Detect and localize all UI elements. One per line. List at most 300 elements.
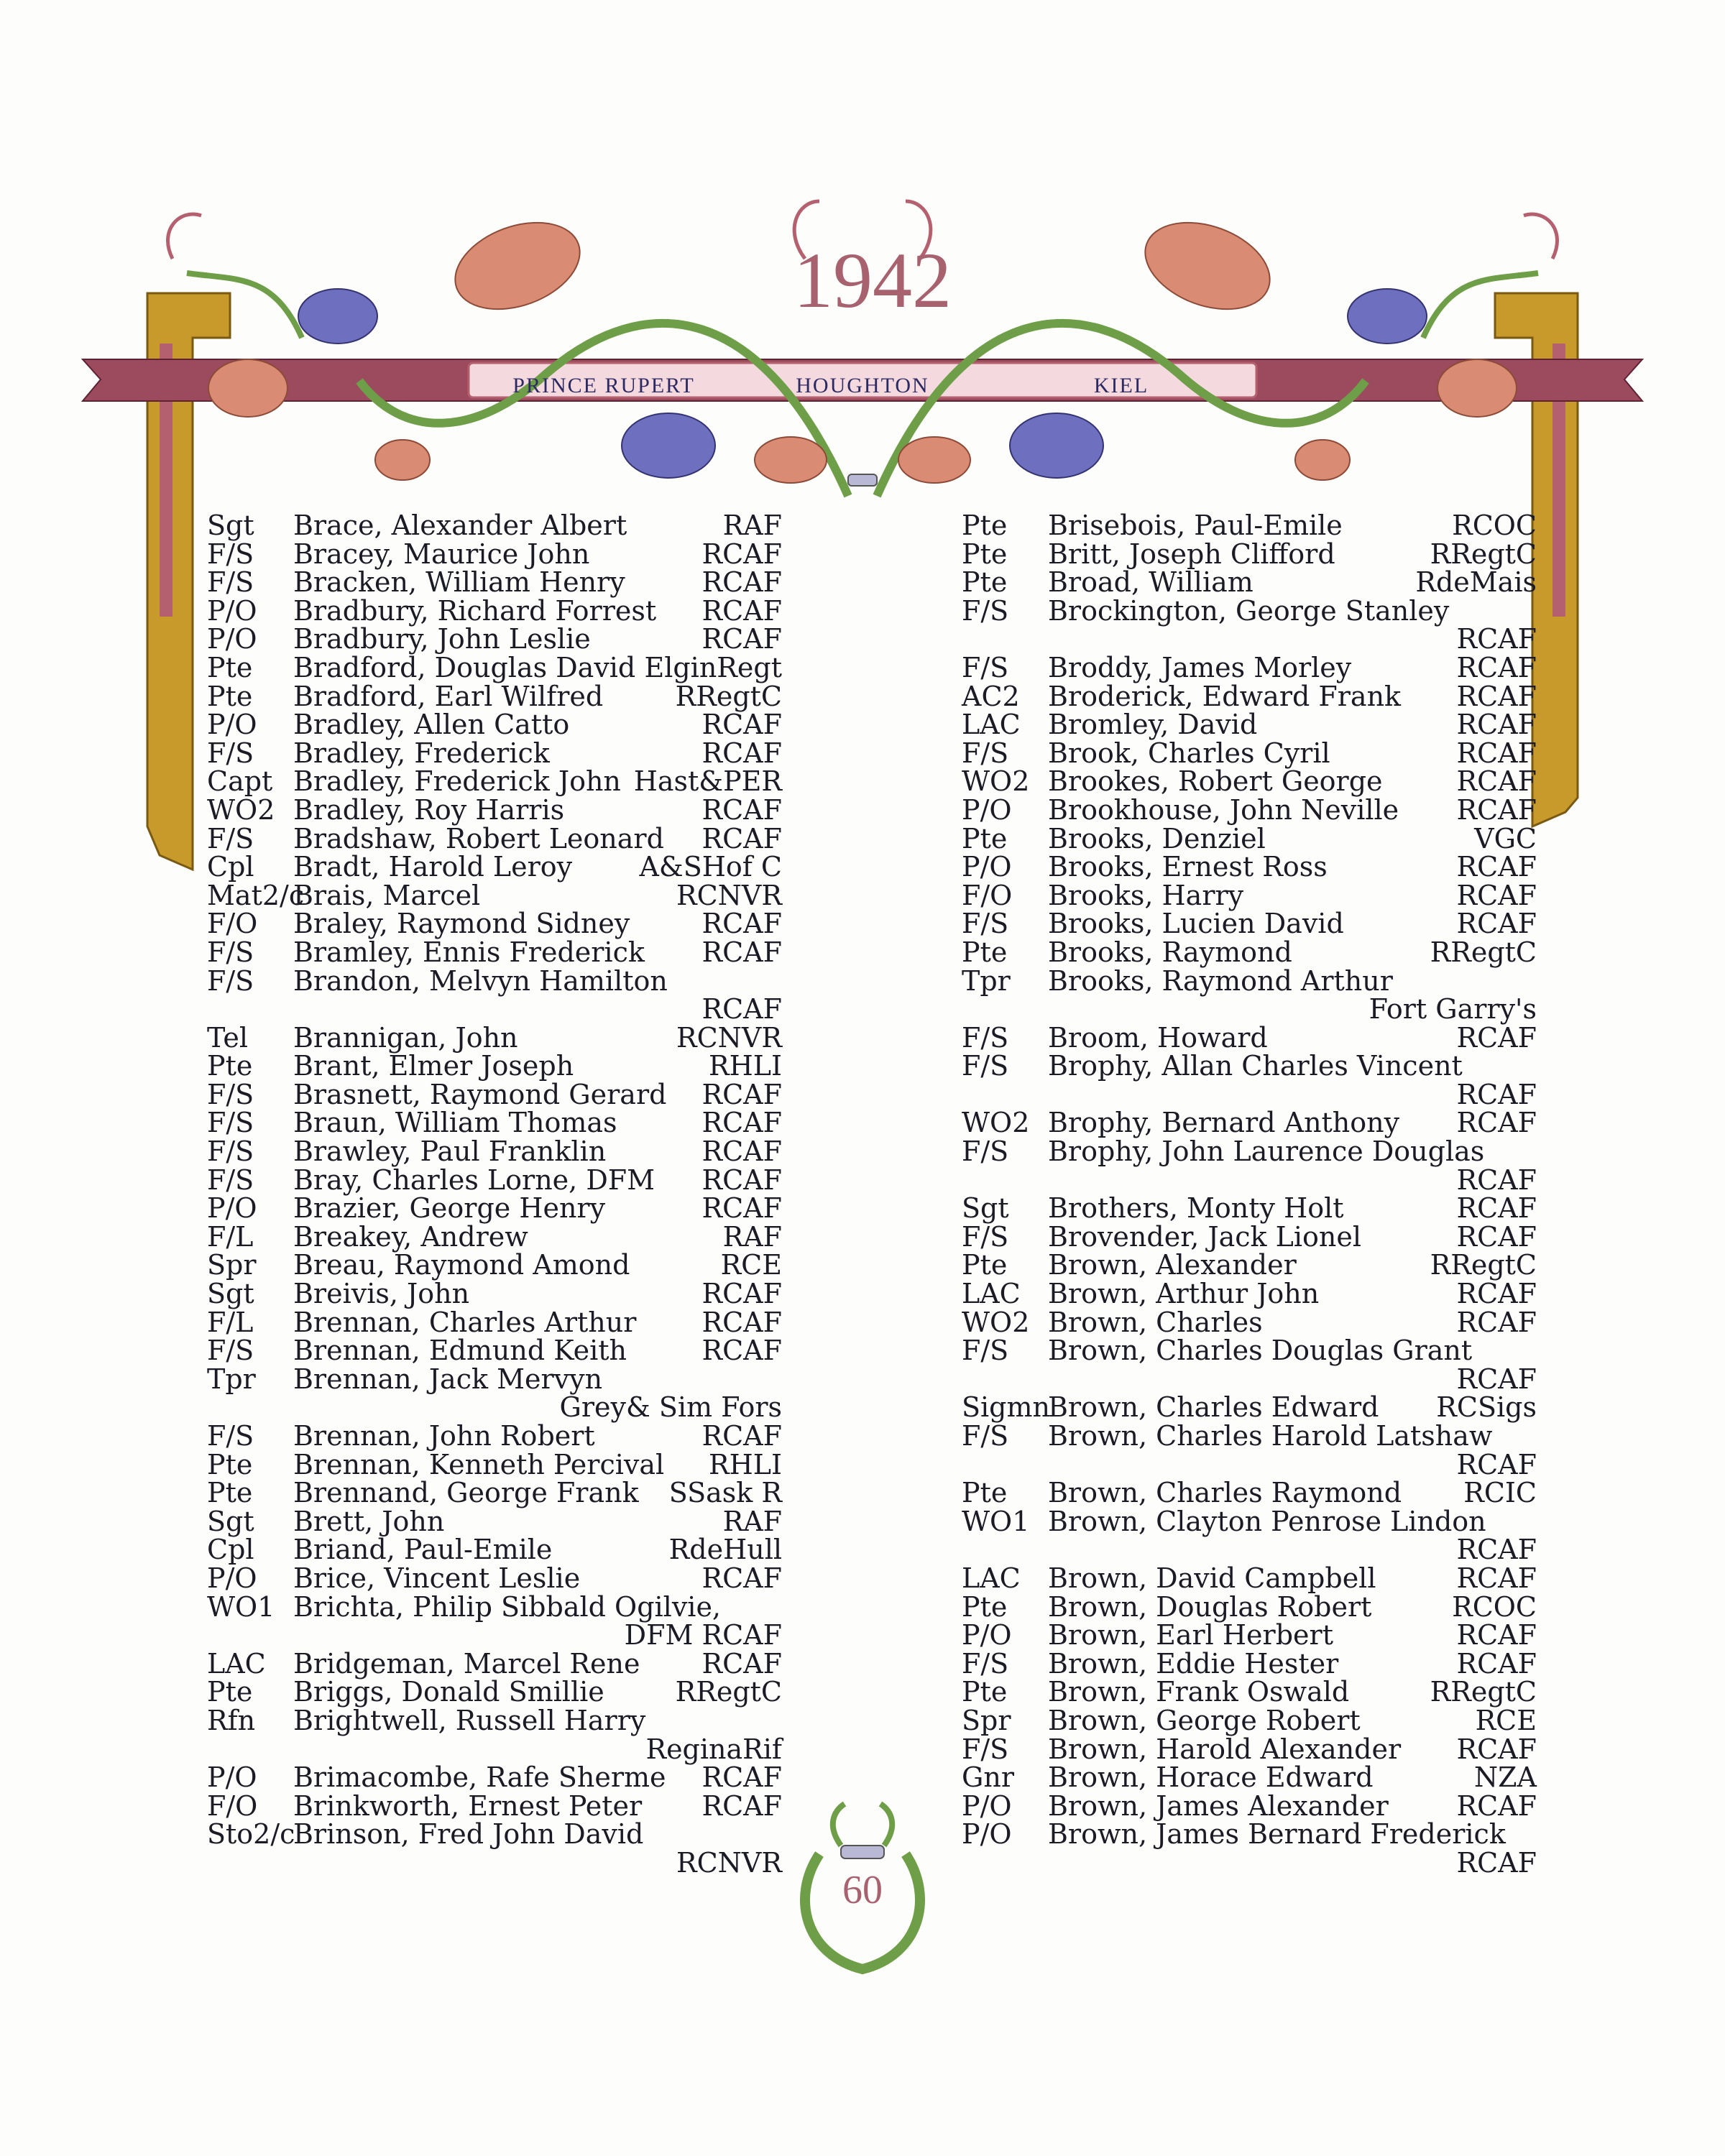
entry-name: Brennand, George Frank — [293, 1477, 639, 1509]
entry-unit: RCAF — [702, 908, 782, 940]
roll-entry — [207, 822, 782, 854]
roll-entry — [962, 1135, 1537, 1168]
entry-rank: WO2 — [962, 765, 1030, 798]
entry-rank: F/O — [207, 1789, 258, 1822]
entry-name: Broad, William — [1048, 566, 1254, 599]
entry-unit: A&SHof C — [639, 851, 782, 883]
entry-name: Britt, Joseph Clifford — [1048, 538, 1335, 570]
entry-unit: RAF — [722, 510, 782, 541]
entry-unit: RCAF — [1456, 1619, 1537, 1651]
roll-column-right — [962, 512, 1537, 1878]
entry-name: Brooks, Harry — [1048, 879, 1244, 911]
entry-unit: RCAF — [702, 737, 782, 769]
roll-entry — [207, 1422, 782, 1451]
entry-unit: Hast&PER — [633, 765, 782, 798]
entry-name: Bramley, Ennis Frederick — [293, 936, 645, 968]
entry-continuation: RCAF — [702, 993, 782, 1026]
entry-name: Brightwell, Russell Harry — [293, 1704, 646, 1736]
entry-continuation: RCAF — [1456, 1164, 1537, 1196]
entry-continuation: Fort Garry's — [1368, 993, 1537, 1026]
roll-entry — [962, 711, 1537, 740]
leaf-peach-4 — [1438, 359, 1517, 417]
entry-unit: RCNVR — [676, 1021, 782, 1054]
roll-entry — [207, 680, 782, 712]
roll-entry — [207, 1166, 782, 1195]
entry-unit: RHLI — [709, 1050, 782, 1082]
entry-unit: RCAF — [1456, 851, 1537, 883]
entry-rank: P/O — [962, 1789, 1012, 1822]
entry-name: Brookhouse, John Neville — [1048, 793, 1399, 826]
entry-unit: RCAF — [1456, 1220, 1537, 1253]
roll-entry — [962, 1621, 1537, 1650]
roll-entry — [207, 1789, 782, 1822]
entry-name: Brennan, Jack Mervyn — [293, 1363, 603, 1395]
entry-name: Brennan, Kenneth Percival — [293, 1448, 665, 1480]
entry-unit: RCE — [1475, 1704, 1537, 1736]
roll-entry — [207, 853, 782, 882]
entry-name: Brooks, Denziel — [1048, 822, 1266, 854]
entry-rank: WO2 — [207, 793, 275, 826]
entry-unit: RRegtC — [1430, 936, 1537, 968]
roll-entry — [962, 1733, 1537, 1765]
entry-rank: F/S — [207, 1107, 254, 1139]
entry-name: Brais, Marcel — [293, 879, 481, 911]
entry-rank: Mat2/c — [207, 879, 305, 911]
roll-entry — [962, 1562, 1537, 1594]
roll-entry — [207, 936, 782, 968]
entry-rank: Sgt — [207, 510, 254, 541]
roll-entry — [962, 1789, 1537, 1822]
roll-entry — [962, 540, 1537, 569]
roll-entry — [207, 1536, 782, 1565]
entry-unit: RCAF — [1456, 1021, 1537, 1054]
entry-rank: LAC — [962, 709, 1021, 741]
roll-entry — [207, 765, 782, 798]
entry-rank: Capt — [207, 765, 273, 798]
entry-unit: RHLI — [709, 1448, 782, 1480]
roll-entry — [207, 1820, 782, 1849]
roll-entry — [207, 625, 782, 654]
entry-rank: F/S — [207, 737, 254, 769]
roll-entry — [962, 1021, 1537, 1054]
entry-unit: RCAF — [702, 1164, 782, 1196]
entry-rank: P/O — [962, 1818, 1012, 1851]
roll-entry — [962, 1678, 1537, 1707]
entry-rank: F/S — [207, 936, 254, 968]
entry-rank: F/S — [207, 1164, 254, 1196]
entry-continuation: DFM RCAF — [624, 1619, 782, 1651]
roll-entry — [207, 1021, 782, 1054]
roll-entry — [207, 1479, 782, 1508]
entry-name: Brown, Alexander — [1048, 1249, 1297, 1281]
roll-entry — [962, 910, 1537, 939]
entry-name: Brown, Horace Edward — [1048, 1761, 1374, 1794]
entry-unit: RCAF — [702, 1761, 782, 1794]
roll-entry — [207, 1678, 782, 1707]
entry-unit: RCAF — [1456, 1789, 1537, 1822]
entry-rank: WO2 — [962, 1306, 1030, 1338]
roll-entry — [962, 1590, 1537, 1623]
medallion-sprout-left — [833, 1804, 845, 1846]
roll-entry — [207, 1109, 782, 1138]
medallion-band — [841, 1846, 884, 1858]
entry-name: Broddy, James Morley — [1048, 651, 1352, 683]
roll-entry — [962, 853, 1537, 882]
entry-rank: Rfn — [207, 1704, 256, 1736]
entry-rank: F/S — [962, 1733, 1009, 1765]
entry-rank: Cpl — [207, 851, 254, 883]
entry-rank: Sto2/c — [207, 1818, 295, 1851]
entry-name: Braun, William Thomas — [293, 1107, 617, 1139]
entry-rank: F/S — [207, 538, 254, 570]
entry-name: Brown, Harold Alexander — [1048, 1733, 1402, 1765]
roll-entry — [207, 964, 782, 997]
entry-name: Brook, Charles Cyril — [1048, 737, 1330, 769]
roll-entry — [962, 1761, 1537, 1794]
roll-entry — [207, 879, 782, 911]
entry-rank: Sgt — [207, 1505, 254, 1537]
roll-entry — [962, 680, 1537, 712]
entry-name: Brown, Charles — [1048, 1306, 1263, 1338]
entry-name: Brooks, Lucien David — [1048, 908, 1344, 940]
entry-unit: RCAF — [1456, 793, 1537, 826]
entry-continuation: ReginaRif — [645, 1733, 782, 1765]
entry-unit: RCAF — [702, 709, 782, 741]
roll-entry — [207, 1647, 782, 1680]
roll-entry — [207, 1280, 782, 1309]
roll-entry — [207, 1365, 782, 1394]
roll-entry — [962, 594, 1537, 627]
roll-entry — [207, 1194, 782, 1223]
entry-rank: F/S — [207, 1335, 254, 1367]
entry-unit: NZA — [1473, 1761, 1537, 1794]
entry-rank: Pte — [962, 822, 1008, 854]
entry-unit: RRegtC — [675, 680, 782, 712]
entry-name: Brown, David Campbell — [1048, 1562, 1376, 1594]
leaf-violet-3 — [622, 413, 715, 478]
entry-unit: RRegtC — [1430, 538, 1537, 570]
entry-name: Brookes, Robert George — [1048, 765, 1383, 798]
entry-unit: RCSigs — [1436, 1391, 1537, 1424]
entry-unit: RCAF — [702, 1078, 782, 1110]
entry-continuation: RCAF — [1456, 1363, 1537, 1395]
entry-rank: Spr — [207, 1249, 257, 1281]
entry-continuation: RCAF — [1456, 1078, 1537, 1110]
entry-unit: RRegtC — [675, 1676, 782, 1708]
entry-name: Bromley, David — [1048, 709, 1258, 741]
entry-name: Brown, Charles Harold Latshaw — [1048, 1420, 1493, 1452]
roll-entry — [962, 1393, 1537, 1422]
entry-rank: Pte — [962, 566, 1008, 599]
entry-rank: F/L — [207, 1306, 254, 1338]
entry-unit: RCAF — [702, 822, 782, 854]
entry-unit: RCAF — [702, 1335, 782, 1367]
entry-unit: RCOC — [1452, 1590, 1537, 1623]
roll-entry — [207, 1337, 782, 1365]
roll-entry — [207, 1562, 782, 1594]
entry-unit: SSask R — [668, 1477, 782, 1509]
entry-rank: Pte — [962, 1477, 1008, 1509]
entry-name: Brown, Charles Douglas Grant — [1048, 1335, 1473, 1367]
entry-unit: RCAF — [702, 1135, 782, 1168]
entry-unit: RCOC — [1452, 510, 1537, 541]
roll-entry — [207, 1448, 782, 1480]
roll-entry — [207, 1052, 782, 1081]
entry-name: Brown, Charles Edward — [1048, 1391, 1379, 1424]
entry-rank: Spr — [962, 1704, 1011, 1736]
entry-unit: RAF — [722, 1505, 782, 1537]
entry-rank: F/S — [962, 651, 1009, 683]
entry-name: Brooks, Raymond — [1048, 936, 1292, 968]
entry-continuation: RCAF — [1456, 1448, 1537, 1480]
entry-name: Broom, Howard — [1048, 1021, 1268, 1054]
entry-unit: RCAF — [1456, 680, 1537, 712]
entry-rank: P/O — [207, 594, 257, 627]
entry-rank: F/S — [962, 1135, 1009, 1168]
entry-name: Brett, John — [293, 1505, 445, 1537]
entry-rank: Sgt — [207, 1278, 254, 1310]
roll-entry — [962, 793, 1537, 826]
roll-entry — [207, 711, 782, 740]
entry-name: Brice, Vincent Leslie — [293, 1562, 581, 1594]
roll-entry — [207, 540, 782, 569]
entry-name: Brovender, Jack Lionel — [1048, 1220, 1362, 1253]
entry-name: Briggs, Donald Smillie — [293, 1676, 604, 1708]
entry-name: Bradley, Frederick John — [293, 765, 621, 798]
entry-rank: WO1 — [207, 1590, 275, 1623]
entry-rank: P/O — [207, 1562, 257, 1594]
entry-unit: VGC — [1474, 822, 1537, 854]
roll-entry — [962, 1422, 1537, 1451]
roll-entry — [962, 1704, 1537, 1736]
entry-name: Brace, Alexander Albert — [293, 510, 627, 541]
entry-rank: F/S — [962, 1647, 1009, 1680]
entry-name: Bray, Charles Lorne, DFM — [293, 1164, 656, 1196]
roll-entry — [962, 1505, 1537, 1537]
flourish-left — [168, 214, 201, 259]
entry-rank: F/S — [962, 1050, 1009, 1082]
entry-rank: F/S — [962, 1335, 1009, 1367]
entry-unit: RdeHull — [668, 1534, 782, 1566]
entry-name: Bradbury, Richard Forrest — [293, 594, 657, 627]
roll-entry — [207, 512, 782, 540]
entry-unit: RCAF — [1456, 651, 1537, 683]
leaf-violet-1 — [298, 289, 377, 344]
entry-unit: RCAF — [1456, 765, 1537, 798]
entry-unit: RCIC — [1463, 1477, 1537, 1509]
entry-rank: Tpr — [962, 964, 1011, 997]
entry-name: Bradford, Douglas David — [293, 651, 636, 683]
leaf-peach-6 — [1295, 440, 1350, 480]
entry-unit: RRegtC — [1430, 1676, 1537, 1708]
entry-unit: RCAF — [1456, 1107, 1537, 1139]
entry-unit: RCAF — [1456, 1278, 1537, 1310]
entry-unit: RCAF — [1456, 1306, 1537, 1338]
roll-entry — [962, 1194, 1537, 1223]
entry-name: Bracey, Maurice John — [293, 538, 590, 570]
roll-entry — [962, 512, 1537, 540]
entry-name: Brennan, Edmund Keith — [293, 1335, 627, 1367]
roll-entry — [962, 936, 1537, 968]
entry-unit: RRegtC — [1430, 1249, 1537, 1281]
entry-rank: P/O — [962, 1619, 1012, 1651]
entry-unit: RCAF — [702, 1278, 782, 1310]
entry-name: Breau, Raymond Amond — [293, 1249, 630, 1281]
entry-continuation: RCAF — [1456, 623, 1537, 655]
entry-rank: Pte — [962, 1676, 1008, 1708]
entry-unit: RCAF — [702, 623, 782, 655]
entry-unit: RCAF — [702, 566, 782, 599]
entry-name: Brasnett, Raymond Gerard — [293, 1078, 667, 1110]
roll-entry — [962, 1337, 1537, 1365]
entry-rank: Pte — [207, 651, 253, 683]
entry-unit: RCAF — [1456, 908, 1537, 940]
entry-name: Bridgeman, Marcel Rene — [293, 1647, 640, 1680]
entry-name: Brown, Earl Herbert — [1048, 1619, 1333, 1651]
medallion-sprout-right — [880, 1804, 892, 1846]
entry-name: Brooks, Ernest Ross — [1048, 851, 1328, 883]
entry-name: Briand, Paul-Emile — [293, 1534, 553, 1566]
entry-rank: F/S — [207, 822, 254, 854]
entry-rank: F/O — [207, 908, 258, 940]
entry-unit: RCAF — [1456, 1192, 1537, 1225]
roll-entry — [962, 1052, 1537, 1081]
leaf-peach-8 — [898, 437, 970, 483]
entry-rank: Pte — [962, 538, 1008, 570]
roll-entry — [207, 1761, 782, 1794]
entry-rank: Pte — [207, 1050, 253, 1082]
entry-name: Broderick, Edward Frank — [1048, 680, 1402, 712]
entry-unit: RCAF — [1456, 709, 1537, 741]
entry-rank: Tel — [207, 1021, 249, 1054]
roll-entry — [962, 651, 1537, 683]
entry-rank: F/S — [962, 1220, 1009, 1253]
entry-name: Bradbury, John Leslie — [293, 623, 591, 655]
roll-entry — [962, 1280, 1537, 1309]
roll-entry — [207, 568, 782, 597]
page-number: 60 — [842, 1868, 883, 1912]
entry-rank: P/O — [207, 709, 257, 741]
roll-entry — [962, 1479, 1537, 1508]
entry-rank: Pte — [962, 1590, 1008, 1623]
entry-unit: ElginRegt — [644, 651, 782, 683]
entry-rank: F/S — [207, 1135, 254, 1168]
entry-name: Brinson, Fred John David — [293, 1818, 644, 1851]
entry-rank: WO1 — [962, 1505, 1030, 1537]
roll-entry — [207, 1078, 782, 1110]
entry-rank: F/S — [207, 964, 254, 997]
entry-rank: P/O — [962, 851, 1012, 883]
entry-name: Brothers, Monty Holt — [1048, 1192, 1344, 1225]
entry-rank: Pte — [207, 1477, 253, 1509]
entry-rank: Pte — [962, 510, 1008, 541]
entry-rank: F/S — [207, 1420, 254, 1452]
entry-name: Bradshaw, Robert Leonard — [293, 822, 664, 854]
entry-rank: Pte — [962, 1249, 1008, 1281]
banner-label-kiel: KIEL — [1093, 374, 1149, 397]
entry-unit: RCE — [720, 1249, 782, 1281]
year-heading: 1942 — [794, 236, 952, 324]
entry-rank: Sgt — [962, 1192, 1009, 1225]
entry-name: Brisebois, Paul-Emile — [1048, 510, 1343, 541]
entry-unit: RAF — [722, 1220, 782, 1253]
entry-rank: Cpl — [207, 1534, 254, 1566]
roll-entry — [962, 964, 1537, 997]
entry-name: Brown, Frank Oswald — [1048, 1676, 1350, 1708]
banner-label-houghton: HOUGHTON — [796, 374, 929, 397]
entry-rank: Pte — [207, 680, 253, 712]
entry-name: Brandon, Melvyn Hamilton — [293, 964, 668, 997]
entry-name: Brooks, Raymond Arthur — [1048, 964, 1393, 997]
entry-name: Bracken, William Henry — [293, 566, 625, 599]
entry-unit: RCAF — [702, 793, 782, 826]
entry-rank: F/S — [962, 908, 1009, 940]
roll-entry — [962, 1220, 1537, 1253]
entry-name: Brophy, Bernard Anthony — [1048, 1107, 1400, 1139]
roll-entry — [207, 910, 782, 939]
entry-unit: RCAF — [702, 1192, 782, 1225]
entry-rank: F/S — [207, 1078, 254, 1110]
roll-entry — [207, 1704, 782, 1736]
entry-rank: P/O — [962, 793, 1012, 826]
roll-entry — [962, 1109, 1537, 1138]
entry-name: Brockington, George Stanley — [1048, 594, 1450, 627]
entry-unit: RCAF — [1456, 1647, 1537, 1680]
entry-unit: RdeMais — [1415, 566, 1537, 599]
entry-name: Bradley, Roy Harris — [293, 793, 565, 826]
entry-rank: Gnr — [962, 1761, 1014, 1794]
entry-name: Brown, Charles Raymond — [1048, 1477, 1402, 1509]
entry-unit: RCAF — [1456, 1562, 1537, 1594]
roll-entry — [207, 793, 782, 826]
entry-name: Brophy, John Laurence Douglas — [1048, 1135, 1485, 1168]
roll-entry — [962, 822, 1537, 854]
entry-name: Bradley, Frederick — [293, 737, 550, 769]
entry-unit: RCAF — [702, 1420, 782, 1452]
roll-entry — [962, 737, 1537, 769]
entry-name: Brown, Clayton Penrose Lindon — [1048, 1505, 1486, 1537]
entry-name: Brawley, Paul Franklin — [293, 1135, 607, 1168]
entry-unit: RCAF — [702, 594, 782, 627]
roll-entry — [207, 1505, 782, 1537]
roll-entry — [962, 1820, 1537, 1849]
entry-name: Brant, Elmer Joseph — [293, 1050, 574, 1082]
roll-entry — [962, 1647, 1537, 1680]
entry-unit: RCAF — [702, 1107, 782, 1139]
leaf-peach-1 — [443, 207, 592, 326]
entry-rank: F/S — [962, 737, 1009, 769]
entry-name: Brichta, Philip Sibbald Ogilvie, — [293, 1590, 722, 1623]
roll-entry — [962, 765, 1537, 798]
roll-entry — [207, 1590, 782, 1623]
entry-rank: F/S — [962, 1420, 1009, 1452]
entry-name: Bradford, Earl Wilfred — [293, 680, 604, 712]
entry-rank: LAC — [962, 1562, 1021, 1594]
entry-rank: P/O — [207, 623, 257, 655]
leaf-peach-2 — [1133, 207, 1282, 326]
knot-band — [848, 474, 877, 486]
entry-name: Brown, Arthur John — [1048, 1278, 1320, 1310]
entry-rank: F/O — [962, 879, 1013, 911]
entry-name: Breakey, Andrew — [293, 1220, 528, 1253]
roll-entry — [207, 1251, 782, 1280]
entry-continuation: RCAF — [1456, 1534, 1537, 1566]
entry-name: Brown, George Robert — [1048, 1704, 1361, 1736]
entry-unit: RCAF — [702, 936, 782, 968]
entry-rank: F/S — [962, 1021, 1009, 1054]
entry-unit: RCAF — [702, 1647, 782, 1680]
entry-continuation: RCAF — [1456, 1846, 1537, 1879]
